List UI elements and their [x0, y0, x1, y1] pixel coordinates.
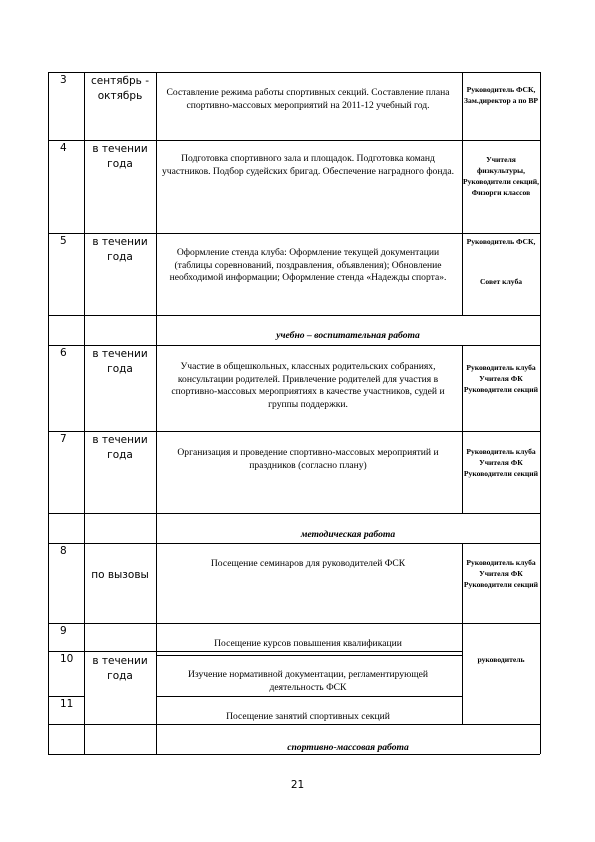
table-border-bottom — [48, 754, 540, 755]
row-number: 6 — [60, 347, 67, 359]
row-period: сентябрь - октябрь — [91, 75, 149, 102]
row-responsible: Руководитель ФСК, — [466, 237, 536, 246]
row-responsible: Руководитель клуба Учителя ФК Руководители секций — [463, 558, 539, 589]
row-description: Участие в общешкольных, классных родительских собраниях, консультации родителей. Привлечение родителей для участия в спортивно-массовых мероприятиях в качестве участников, судей и группы поддержки. — [171, 361, 445, 410]
table-border-top — [48, 72, 540, 73]
row-number: 11 — [60, 698, 74, 710]
row-responsible: руководитель — [477, 655, 525, 664]
row-divider — [156, 655, 462, 656]
row-divider — [48, 140, 540, 141]
row-description: Посещение занятий спортивных секций — [226, 711, 390, 722]
row-number: 9 — [60, 625, 67, 637]
row-period: в течении года — [92, 655, 148, 682]
section-heading-methodical: методическая работа — [300, 529, 396, 540]
row-divider — [48, 233, 540, 234]
row-period: в течении года — [92, 434, 148, 461]
row-divider — [48, 513, 540, 514]
column-divider — [84, 72, 85, 754]
row-description: Изучение нормативной документации, регламентирующей деятельность ФСК — [187, 669, 429, 693]
row-divider — [48, 696, 84, 697]
row-divider — [48, 431, 540, 432]
row-description: Организация и проведение спортивно-массовых мероприятий и праздников (согласно плану) — [177, 447, 439, 471]
row-number: 10 — [60, 653, 74, 665]
row-description: Посещение семинаров для руководителей ФСК — [210, 558, 406, 569]
row-divider — [48, 623, 540, 624]
row-number: 8 — [60, 545, 67, 557]
row-number: 4 — [60, 142, 67, 154]
row-divider — [156, 696, 462, 697]
row-period: в течении года — [92, 348, 148, 375]
row-divider — [48, 651, 462, 652]
section-heading-sport-mass: спортивно-массовая работа — [287, 742, 409, 753]
row-period: в течении года — [92, 236, 148, 263]
row-number: 7 — [60, 433, 67, 445]
row-period: в течении года — [92, 143, 148, 170]
row-number: 3 — [60, 74, 67, 86]
row-divider — [48, 543, 540, 544]
row-number: 5 — [60, 235, 67, 247]
row-responsible: Руководитель клуба Учителя ФК Руководители секций — [463, 447, 539, 478]
column-divider — [156, 72, 157, 754]
row-divider — [48, 315, 540, 316]
table-border-right — [540, 72, 541, 754]
row-divider — [48, 724, 540, 725]
row-period: по вызовы — [91, 569, 149, 581]
row-description: Составление режима работы спортивных секций. Составление плана спортивно-массовых мероприятий на 2011-12 учебный год. — [166, 87, 450, 111]
row-responsible: Руководитель ФСК, Зам.директор а по ВР — [463, 85, 539, 105]
table-border-left — [48, 72, 49, 754]
row-description: Посещение курсов повышения квалификации — [214, 638, 402, 649]
row-description: Оформление стенда клуба: Оформление текущей документации (таблицы соревнований, поздравления, объявления); Обновление необходимой информации; Оформление стенда «Надежды спорта». — [169, 247, 447, 283]
row-responsible: Учителя физкультуры, Руководители секций, Физорги классов — [462, 155, 540, 197]
section-heading-educational: учебно – воспитательная работа — [276, 330, 420, 341]
row-description: Подготовка спортивного зала и площадок. Подготовка команд участников. Подбор судейских бригад. Обеспечение наградного фонда. — [162, 153, 454, 177]
page-number: 21 — [290, 779, 305, 791]
row-divider — [48, 345, 540, 346]
row-responsible: Руководитель клуба Учителя ФК Руководители секций — [463, 363, 539, 394]
row-responsible-council: Совет клуба — [479, 277, 523, 286]
